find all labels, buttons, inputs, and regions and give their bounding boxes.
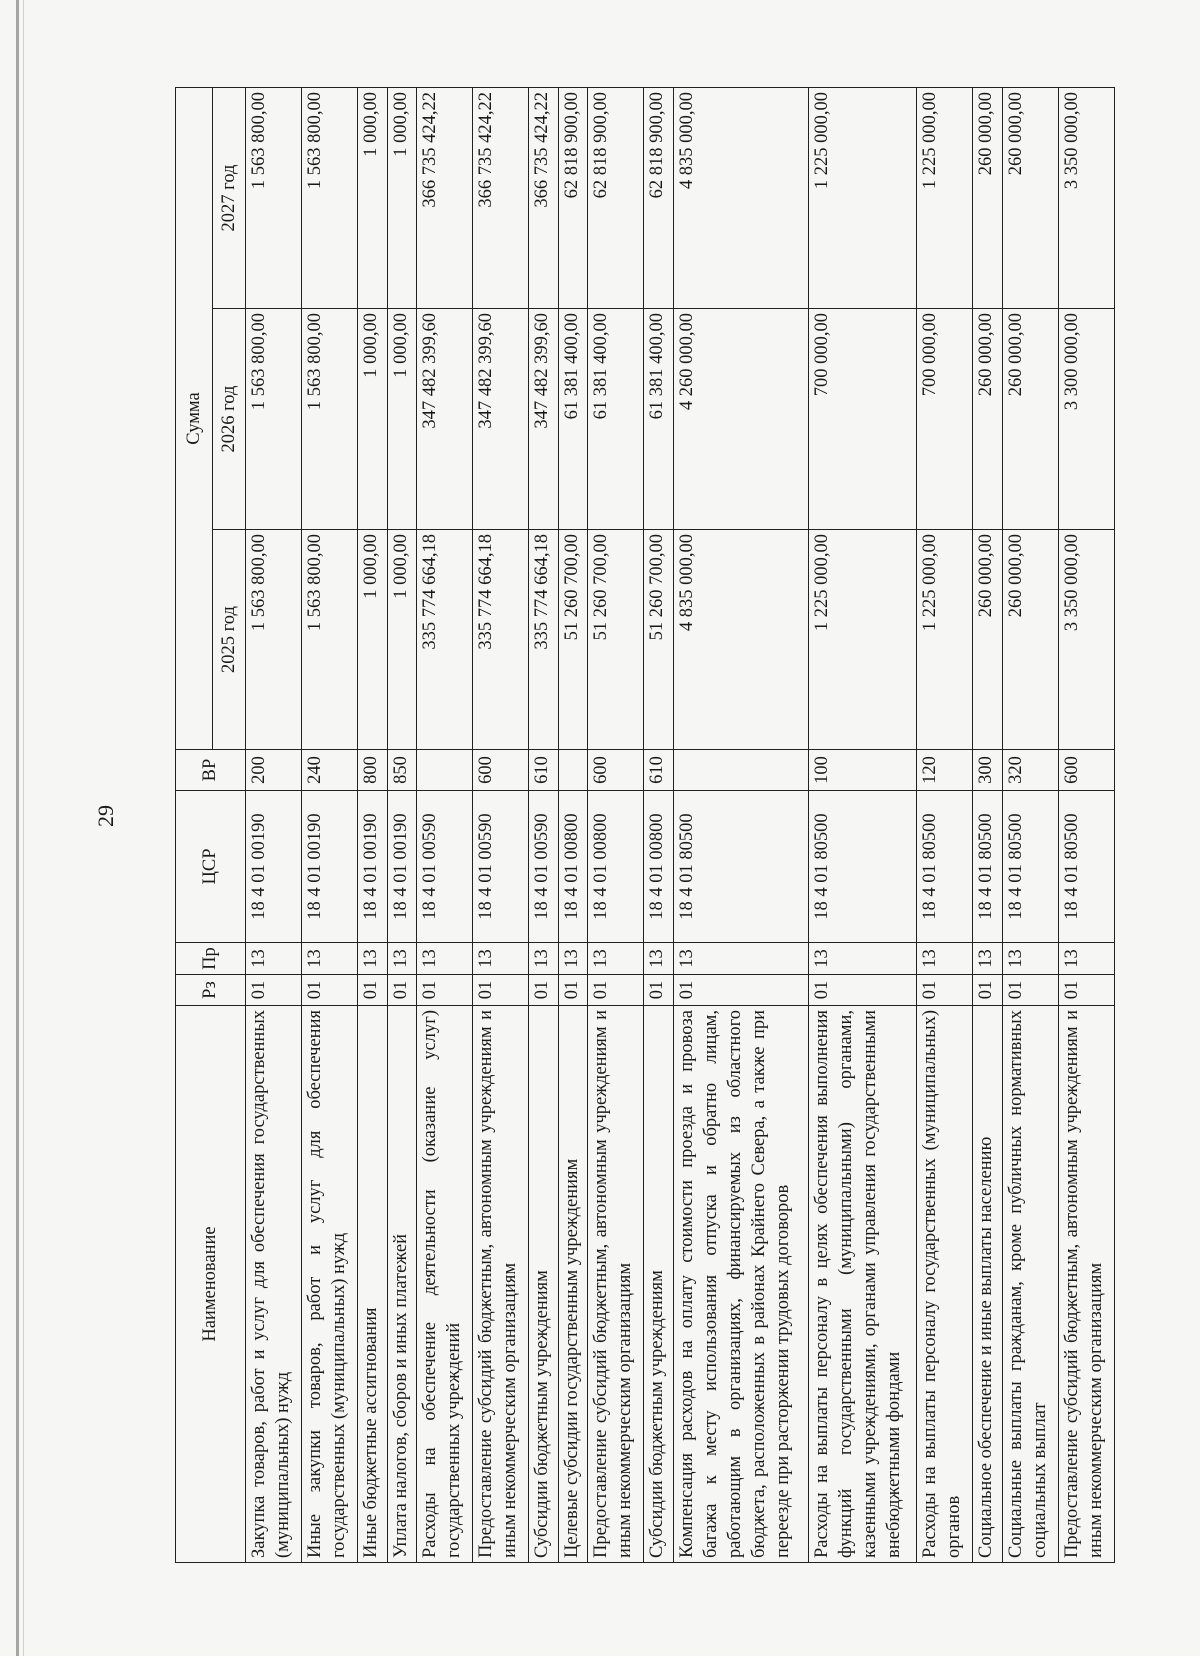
amount-2026-cell: 347 482 399,60 xyxy=(417,309,473,530)
amount-2027-cell: 62 818 900,00 xyxy=(644,87,674,308)
row-name-cell: Иные закупки товаров, работ и услуг для обеспечения государственных (муниципальных) нужд xyxy=(301,1006,357,1563)
amount-2025-cell: 1 225 000,00 xyxy=(808,530,917,750)
csr-cell: 18 4 01 00190 xyxy=(246,791,302,943)
row-name-cell: Предоставление субсидий бюджетным, автономным учреждениям и иным некоммерческим организациям xyxy=(1058,1006,1114,1563)
table-row xyxy=(973,87,1003,1562)
row-name-cell: Предоставление субсидий бюджетным, автономным учреждениям и иным некоммерческим организациям xyxy=(473,1006,529,1563)
amount-2027-cell: 260 000,00 xyxy=(1002,87,1058,308)
table-row xyxy=(917,87,973,1562)
amount-2027-cell: 366 735 424,22 xyxy=(473,87,529,308)
rz-cell: 01 xyxy=(808,975,917,1006)
header-csr: ЦСР xyxy=(176,791,246,943)
header-name: Наименование xyxy=(176,1006,246,1563)
csr-cell: 18 4 01 80500 xyxy=(917,791,973,943)
amount-2026-cell: 3 300 000,00 xyxy=(1058,309,1114,530)
amount-2026-cell: 1 563 800,00 xyxy=(301,309,357,530)
pr-cell: 13 xyxy=(357,943,387,975)
table-row xyxy=(529,87,559,1562)
pr-cell: 13 xyxy=(558,943,588,975)
table-row xyxy=(357,87,387,1562)
amount-2025-cell: 1 563 800,00 xyxy=(301,530,357,750)
amount-2026-cell: 61 381 400,00 xyxy=(644,309,674,530)
amount-2025-cell: 260 000,00 xyxy=(973,530,1003,750)
csr-cell: 18 4 01 00590 xyxy=(529,791,559,943)
vr-cell: 240 xyxy=(301,750,357,791)
header-year-2026: 2026 год xyxy=(213,309,246,530)
pr-cell: 13 xyxy=(301,943,357,975)
amount-2027-cell: 260 000,00 xyxy=(973,87,1003,308)
amount-2025-cell: 1 000,00 xyxy=(387,530,417,750)
vr-cell: 610 xyxy=(644,750,674,791)
amount-2027-cell: 1 000,00 xyxy=(387,87,417,308)
amount-2027-cell: 1 225 000,00 xyxy=(808,87,917,308)
amount-2027-cell: 62 818 900,00 xyxy=(558,87,588,308)
row-name-cell: Закупка товаров, работ и услуг для обеспечения государственных (муниципальных) нужд xyxy=(246,1006,302,1563)
table-row xyxy=(301,87,357,1562)
csr-cell: 18 4 01 80500 xyxy=(1002,791,1058,943)
row-name-cell: Иные бюджетные ассигнования xyxy=(357,1006,387,1563)
row-name-cell: Уплата налогов, сборов и иных платежей xyxy=(387,1006,417,1563)
amount-2025-cell: 1 563 800,00 xyxy=(246,530,302,750)
pr-cell: 13 xyxy=(246,943,302,975)
amount-2027-cell: 366 735 424,22 xyxy=(417,87,473,308)
vr-cell xyxy=(673,750,808,791)
table-body xyxy=(246,87,1115,1562)
amount-2026-cell: 700 000,00 xyxy=(808,309,917,530)
table-row xyxy=(808,87,917,1562)
amount-2025-cell: 1 225 000,00 xyxy=(917,530,973,750)
amount-2025-cell: 335 774 664,18 xyxy=(473,530,529,750)
table-row xyxy=(673,87,808,1562)
amount-2027-cell: 1 225 000,00 xyxy=(917,87,973,308)
rz-cell: 01 xyxy=(1002,975,1058,1006)
amount-2026-cell: 4 260 000,00 xyxy=(673,309,808,530)
pr-cell: 13 xyxy=(529,943,559,975)
table-row xyxy=(644,87,674,1562)
amount-2027-cell: 3 350 000,00 xyxy=(1058,87,1114,308)
header-vr: ВР xyxy=(176,750,246,791)
header-year-2027: 2027 год xyxy=(213,87,246,308)
rz-cell: 01 xyxy=(558,975,588,1006)
rz-cell: 01 xyxy=(387,975,417,1006)
row-name-cell: Социальное обеспечение и иные выплаты населению xyxy=(973,1006,1003,1563)
amount-2025-cell: 335 774 664,18 xyxy=(529,530,559,750)
amount-2025-cell: 1 000,00 xyxy=(357,530,387,750)
vr-cell: 120 xyxy=(917,750,973,791)
csr-cell: 18 4 01 00800 xyxy=(588,791,644,943)
amount-2025-cell: 51 260 700,00 xyxy=(558,530,588,750)
budget-table xyxy=(175,87,1115,1563)
header-rz: Рз xyxy=(176,975,246,1006)
csr-cell: 18 4 01 00800 xyxy=(644,791,674,943)
amount-2026-cell: 1 563 800,00 xyxy=(246,309,302,530)
vr-cell: 800 xyxy=(357,750,387,791)
rotated-page-content xyxy=(175,88,1115,1563)
row-name-cell: Субсидии бюджетным учреждениям xyxy=(644,1006,674,1563)
vr-cell: 200 xyxy=(246,750,302,791)
amount-2026-cell: 1 000,00 xyxy=(387,309,417,530)
rz-cell: 01 xyxy=(301,975,357,1006)
vr-cell: 320 xyxy=(1002,750,1058,791)
amount-2026-cell: 260 000,00 xyxy=(973,309,1003,530)
table-row xyxy=(417,87,473,1562)
pr-cell: 13 xyxy=(917,943,973,975)
pr-cell: 13 xyxy=(644,943,674,975)
vr-cell: 850 xyxy=(387,750,417,791)
scan-edge-line xyxy=(16,0,19,1656)
rz-cell: 01 xyxy=(246,975,302,1006)
pr-cell: 13 xyxy=(808,943,917,975)
csr-cell: 18 4 01 80500 xyxy=(673,791,808,943)
amount-2025-cell: 51 260 700,00 xyxy=(644,530,674,750)
pr-cell: 13 xyxy=(387,943,417,975)
header-pr: Пр xyxy=(176,943,246,975)
vr-cell xyxy=(417,750,473,791)
pr-cell: 13 xyxy=(588,943,644,975)
amount-2025-cell: 3 350 000,00 xyxy=(1058,530,1114,750)
csr-cell: 18 4 01 80500 xyxy=(973,791,1003,943)
rz-cell: 01 xyxy=(417,975,473,1006)
amount-2027-cell: 1 563 800,00 xyxy=(301,87,357,308)
csr-cell: 18 4 01 00590 xyxy=(473,791,529,943)
rz-cell: 01 xyxy=(973,975,1003,1006)
table-row xyxy=(1058,87,1114,1562)
rz-cell: 01 xyxy=(1058,975,1114,1006)
row-name-cell: Компенсация расходов на оплату стоимости проезда и провоза багажа к месту использования отпуска и обратно лицам, работающим в организациях, финансируемых из областного бюджета, расположенных в районах Крайнего Севера, а также при переезде при расторжении трудовых договоров xyxy=(673,1006,808,1563)
amount-2027-cell: 62 818 900,00 xyxy=(588,87,644,308)
header-year-2025: 2025 год xyxy=(213,530,246,750)
scan-edge-line-secondary xyxy=(23,0,24,1656)
csr-cell: 18 4 01 80500 xyxy=(1058,791,1114,943)
vr-cell xyxy=(558,750,588,791)
row-name-cell: Расходы на выплаты персоналу государственных (муниципальных) органов xyxy=(917,1006,973,1563)
amount-2025-cell: 260 000,00 xyxy=(1002,530,1058,750)
amount-2026-cell: 347 482 399,60 xyxy=(473,309,529,530)
row-name-cell: Предоставление субсидий бюджетным, автономным учреждениям и иным некоммерческим организациям xyxy=(588,1006,644,1563)
pr-cell: 13 xyxy=(673,943,808,975)
amount-2026-cell: 260 000,00 xyxy=(1002,309,1058,530)
amount-2026-cell: 1 000,00 xyxy=(357,309,387,530)
csr-cell: 18 4 01 00590 xyxy=(417,791,473,943)
rz-cell: 01 xyxy=(644,975,674,1006)
rz-cell: 01 xyxy=(588,975,644,1006)
csr-cell: 18 4 01 00800 xyxy=(558,791,588,943)
page-number: 29 xyxy=(93,805,118,827)
vr-cell: 610 xyxy=(529,750,559,791)
amount-2026-cell: 61 381 400,00 xyxy=(558,309,588,530)
amount-2025-cell: 51 260 700,00 xyxy=(588,530,644,750)
vr-cell: 100 xyxy=(808,750,917,791)
pr-cell: 13 xyxy=(473,943,529,975)
rz-cell: 01 xyxy=(529,975,559,1006)
csr-cell: 18 4 01 00190 xyxy=(387,791,417,943)
csr-cell: 18 4 01 00190 xyxy=(301,791,357,943)
table-row xyxy=(473,87,529,1562)
amount-2025-cell: 4 835 000,00 xyxy=(673,530,808,750)
vr-cell: 600 xyxy=(473,750,529,791)
amount-2025-cell: 335 774 664,18 xyxy=(417,530,473,750)
amount-2027-cell: 366 735 424,22 xyxy=(529,87,559,308)
csr-cell: 18 4 01 00190 xyxy=(357,791,387,943)
rz-cell: 01 xyxy=(917,975,973,1006)
vr-cell: 600 xyxy=(588,750,644,791)
table-row xyxy=(558,87,588,1562)
vr-cell: 600 xyxy=(1058,750,1114,791)
amount-2026-cell: 700 000,00 xyxy=(917,309,973,530)
vr-cell: 300 xyxy=(973,750,1003,791)
table-row xyxy=(588,87,644,1562)
row-name-cell: Целевые субсидии государственным учреждениям xyxy=(558,1006,588,1563)
header-sum: Сумма xyxy=(176,87,213,749)
pr-cell: 13 xyxy=(417,943,473,975)
pr-cell: 13 xyxy=(1002,943,1058,975)
table-row xyxy=(387,87,417,1562)
table-header-row xyxy=(176,87,213,1562)
rz-cell: 01 xyxy=(357,975,387,1006)
amount-2027-cell: 4 835 000,00 xyxy=(673,87,808,308)
amount-2027-cell: 1 000,00 xyxy=(357,87,387,308)
table-row xyxy=(1002,87,1058,1562)
table-row xyxy=(246,87,302,1562)
amount-2026-cell: 61 381 400,00 xyxy=(588,309,644,530)
row-name-cell: Расходы на выплаты персоналу в целях обеспечения выполнения функций государственными (муниципальными) органами, казенными учреждениями, органами управления государственными внебюджетными фондами xyxy=(808,1006,917,1563)
pr-cell: 13 xyxy=(1058,943,1114,975)
row-name-cell: Социальные выплаты гражданам, кроме публичных нормативных социальных выплат xyxy=(1002,1006,1058,1563)
csr-cell: 18 4 01 80500 xyxy=(808,791,917,943)
amount-2027-cell: 1 563 800,00 xyxy=(246,87,302,308)
rz-cell: 01 xyxy=(673,975,808,1006)
row-name-cell: Расходы на обеспечение деятельности (оказание услуг) государственных учреждений xyxy=(417,1006,473,1563)
pr-cell: 13 xyxy=(973,943,1003,975)
rz-cell: 01 xyxy=(473,975,529,1006)
amount-2026-cell: 347 482 399,60 xyxy=(529,309,559,530)
row-name-cell: Субсидии бюджетным учреждениям xyxy=(529,1006,559,1563)
